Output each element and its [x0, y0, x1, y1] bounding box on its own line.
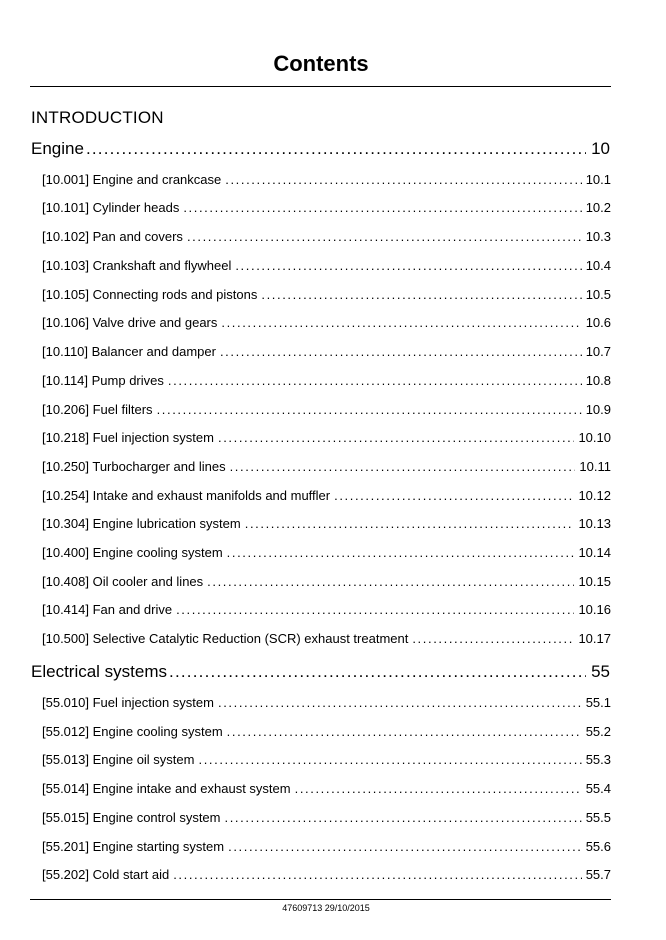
toc-entry[interactable]: [42, 544, 611, 562]
introduction-heading[interactable]: INTRODUCTION: [31, 108, 164, 127]
toc-entry[interactable]: [42, 257, 611, 275]
page-title: Contents: [273, 51, 369, 76]
entry-page: 10.17: [578, 631, 611, 646]
section-page: 55: [591, 662, 610, 681]
entry-label: [55.201] Engine starting system: [42, 839, 225, 854]
dot-leader: [225, 171, 581, 189]
dot-leader: [218, 694, 582, 712]
entry-label: [10.400] Engine cooling system: [42, 545, 223, 560]
entry-page: 55.1: [585, 695, 611, 710]
entry-page: 10.13: [578, 516, 611, 531]
dot-leader: [168, 372, 582, 390]
entry-page: 10.5: [585, 287, 611, 302]
dot-leader: [157, 401, 582, 419]
entry-page: 55.5: [585, 810, 611, 825]
toc-entry[interactable]: [42, 515, 611, 533]
entry-page: 10.16: [578, 602, 611, 617]
toc-entry[interactable]: [42, 314, 611, 332]
dot-leader: [198, 751, 581, 769]
footer-divider: [30, 899, 611, 900]
dot-leader: [183, 199, 581, 217]
entry-page: 55.7: [585, 867, 611, 882]
entry-label: [55.010] Fuel injection system: [42, 695, 214, 710]
entry-label: [10.254] Intake and exhaust manifolds and muffler: [42, 488, 331, 503]
section-title: Engine: [31, 139, 84, 158]
dot-leader: [187, 228, 582, 246]
entry-label: [10.414] Fan and drive: [42, 602, 173, 617]
section-page: 10: [591, 139, 610, 158]
entry-label: [10.500] Selective Catalytic Reduction (SCR) exhaust treatment: [42, 631, 409, 646]
entry-label: [10.101] Cylinder heads: [42, 200, 180, 215]
toc-entry[interactable]: [42, 487, 611, 505]
entry-page: 10.11: [579, 459, 611, 474]
dot-leader: [169, 661, 586, 683]
dot-leader: [412, 630, 574, 648]
dot-leader: [235, 257, 581, 275]
toc-entry[interactable]: [42, 573, 611, 591]
dot-leader: [176, 601, 574, 619]
dot-leader: [227, 723, 582, 741]
entry-page: 10.15: [578, 574, 611, 589]
entry-page: 10.8: [585, 373, 611, 388]
title-divider: [30, 86, 611, 87]
toc-entry[interactable]: [42, 286, 611, 304]
toc-entry[interactable]: [42, 630, 611, 648]
entry-page: 55.6: [585, 839, 611, 854]
entry-label: [10.102] Pan and covers: [42, 229, 183, 244]
toc-entry[interactable]: [42, 372, 611, 390]
dot-leader: [86, 138, 586, 160]
toc-entry[interactable]: [42, 723, 611, 741]
dot-leader: [207, 573, 574, 591]
entry-label: [10.304] Engine lubrication system: [42, 516, 241, 531]
entry-page: 10.12: [578, 488, 611, 503]
entry-page: 10.2: [585, 200, 611, 215]
dot-leader: [221, 314, 581, 332]
dot-leader: [218, 429, 574, 447]
entry-label: [10.105] Connecting rods and pistons: [42, 287, 258, 302]
entry-label: [55.012] Engine cooling system: [42, 724, 223, 739]
toc-section-engine[interactable]: [31, 138, 611, 160]
entry-page: 55.4: [585, 781, 611, 796]
dot-leader: [220, 343, 582, 361]
dot-leader: [295, 780, 582, 798]
toc-section-electrical-systems[interactable]: [31, 661, 611, 683]
dot-leader: [173, 866, 581, 884]
dot-leader: [261, 286, 581, 304]
entry-label: [10.206] Fuel filters: [42, 402, 153, 417]
dot-leader: [227, 544, 575, 562]
entry-label: [55.015] Engine control system: [42, 810, 221, 825]
toc-entry[interactable]: [42, 429, 611, 447]
toc-entry[interactable]: [42, 866, 611, 884]
entry-page: 10.1: [585, 172, 611, 187]
entry-label: [10.110] Balancer and damper: [42, 344, 216, 359]
section-title: Electrical systems: [31, 662, 168, 681]
entry-label: [10.106] Valve drive and gears: [42, 315, 218, 330]
toc-entry[interactable]: [42, 838, 611, 856]
toc-entry[interactable]: [42, 751, 611, 769]
entry-label: [55.013] Engine oil system: [42, 752, 195, 767]
toc-entry[interactable]: [42, 343, 611, 361]
toc-entry[interactable]: [42, 809, 611, 827]
footer-document-id-date: 47609713 29/10/2015: [282, 903, 370, 913]
entry-page: 55.2: [585, 724, 611, 739]
entry-page: 10.4: [585, 258, 611, 273]
toc-entry[interactable]: [42, 199, 611, 217]
entry-label: [10.408] Oil cooler and lines: [42, 574, 204, 589]
entry-page: 10.3: [585, 229, 611, 244]
dot-leader: [225, 809, 582, 827]
dot-leader: [245, 515, 575, 533]
dot-leader: [230, 458, 576, 476]
entry-page: 10.9: [585, 402, 611, 417]
entry-label: [10.103] Crankshaft and flywheel: [42, 258, 232, 273]
dot-leader: [228, 838, 582, 856]
entry-page: 10.7: [585, 344, 611, 359]
toc-entry[interactable]: [42, 458, 611, 476]
entry-label: [55.202] Cold start aid: [42, 867, 170, 882]
toc-entry[interactable]: [42, 401, 611, 419]
entry-page: 10.14: [578, 545, 611, 560]
entry-label: [55.014] Engine intake and exhaust system: [42, 781, 291, 796]
toc-entry[interactable]: [42, 694, 611, 712]
dot-leader: [334, 487, 574, 505]
toc-entry[interactable]: [42, 228, 611, 246]
entry-label: [10.218] Fuel injection system: [42, 430, 214, 445]
entry-label: [10.250] Turbocharger and lines: [42, 459, 226, 474]
toc-entry[interactable]: [42, 780, 611, 798]
toc-entry[interactable]: [42, 171, 611, 189]
entry-page: 10.10: [578, 430, 611, 445]
entry-label: [10.114] Pump drives: [42, 373, 164, 388]
toc-entry[interactable]: [42, 601, 611, 619]
entry-page: 10.6: [585, 315, 611, 330]
entry-label: [10.001] Engine and crankcase: [42, 172, 222, 187]
entry-page: 55.3: [585, 752, 611, 767]
